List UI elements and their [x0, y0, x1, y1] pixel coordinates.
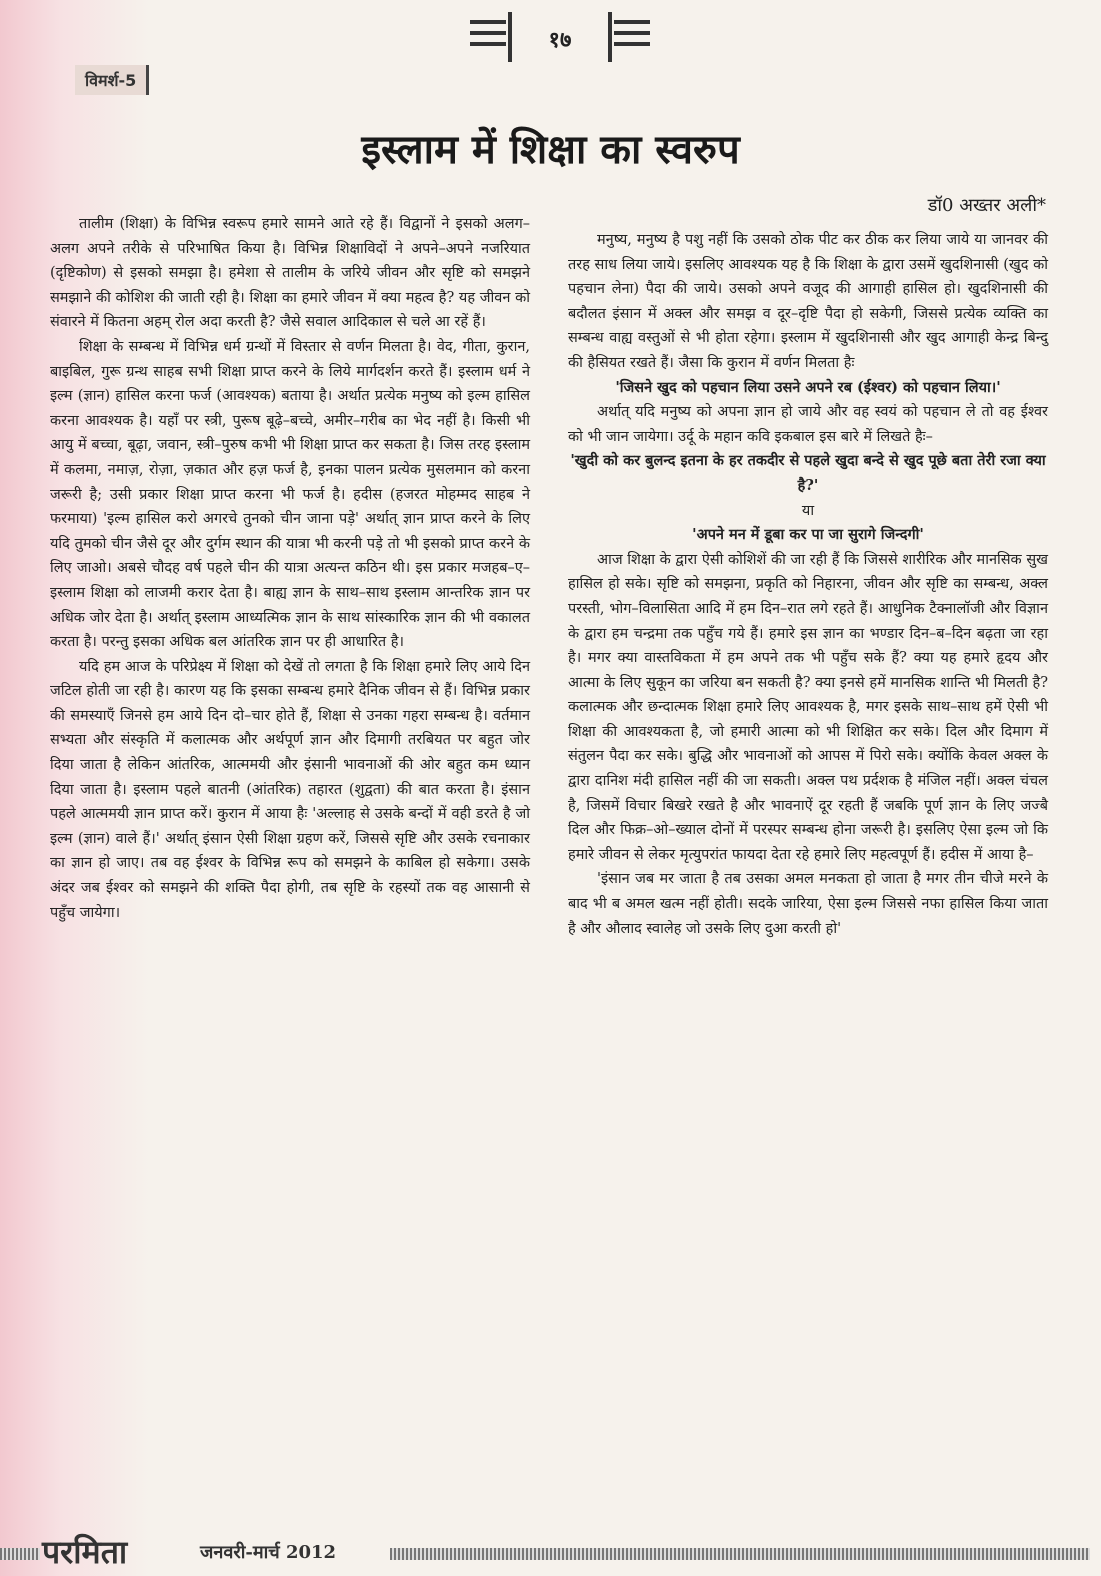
ornament-bars-right — [614, 20, 650, 54]
ornament-bars-left — [470, 20, 506, 54]
page-number: १७ — [548, 28, 572, 53]
footer-stripe-right — [390, 1548, 1090, 1560]
paragraph: अर्थात् यदि मनुष्य को अपना ज्ञान हो जाये और वह स्वयं को पहचान ले तो वह ईश्वर को भी जान जायेगा। उर्दू के महान कवि इकबाल इस बारे में लिखते हैः– — [568, 404, 1048, 445]
left-column — [50, 212, 530, 925]
ornament-line-right — [608, 12, 612, 62]
paragraph: मनुष्य, मनुष्य है पशु नहीं कि उसको ठोक पीट कर ठीक कर लिया जाये या जानवर की तरह साध लिया जाये। इसलिए आवश्यक यह है कि शिक्षा के द्वारा उसमें खुदशिनासी (खुद को पहचान लेना) पैदा की जाये। उसको अपने वजूद की आगाही हासिल हो। खुदशिनासी की बदौलत इंसान में अक्ल और समझ व दूर–दृष्टि पैदा हो सकेगी, जिससे प्रत्येक व्यक्ति का सम्बन्ध वाह्य वस्तुओं से भी होता रहेगा। इस्लाम में खुदशिनासी और खुद आगाही केन्द्र बिन्दु की हैसियत रखते हैं। जैसा कि कुरान में वर्णन मिलता हैः — [568, 232, 1048, 371]
paragraph: तालीम (शिक्षा) के विभिन्न स्वरूप हमारे सामने आते रहे हैं। विद्वानों ने इसको अलग–अलग अपने तरीके से परिभाषित किया है। विभिन्न शिक्षाविदों ने अपने–अपने नजरियात (दृष्टिकोण) से इसको समझा है। हमेशा से तालीम के जरिये जीवन और सृष्टि को समझने समझाने की कोशिश की जाती रही है। शिक्षा का हमारे जीवन में क्या महत्व है? यह जीवन को संवारने में कितना अहम् रोल अदा करती है? जैसे सवाल आदिकाल से चले आ रहें हैं। — [50, 216, 530, 331]
right-column — [568, 228, 1048, 941]
paragraph: आज शिक्षा के द्वारा ऐसी कोशिशें की जा रही हैं कि जिससे शारीरिक और मानसिक सुख हासिल हो सके। सृष्टि को समझना, प्रकृति को निहारना, जीवन और सृष्टि का सम्बन्ध, अक्ल परस्ती, भोग–विलासिता आदि में हम दिन–रात लगे रहते हैं। आधुनिक टैक्नालॉजी और विज्ञान के द्वारा हम चन्द्रमा तक पहुँच गये हैं। हमारे इस ज्ञान का भण्डार दिन–ब–दिन बढ़ता जा रहा है। मगर क्या वास्तविकता में हम अपने तक भी पहुँच सके हैं? क्या यह हमारे हृदय और आत्मा के लिए सुकून का जरिया बन सकती है? क्या इनसे हमें मानसिक शान्ति भी मिलती है? कलात्मक और छन्दात्मक शिक्षा हमारे लिए आवश्यक है, मगर इसके साथ–साथ हमें ऐसी भी शिक्षा की आवश्यकता है, जो हमारी आत्मा को भी शिक्षित कर सके। दिल और दिमाग में संतुलन पैदा कर सके। बुद्धि और भावनाओं को आपस में पिरो सके। क्योंकि केवल अक्ल के द्वारा दानिश मंदी हासिल नहीं की जा सकती। अक्ल पथ प्रर्दशक है मंजिल नहीं। अक्ल चंचल है, जिसमें विचार बिखरे रखते है और भावनाऐं दूर रहती हैं जबकि पूर्ण ज्ञान के लिए जज्बै दिल और फिक्र–ओ–ख्याल दोनों में परस्पर सम्बन्ध होना जरूरी है। इसलिए ऐसा इल्म जो कि हमारे जीवन से लेकर मृत्युपरांत फायदा देता रहे हमारे लिए महत्वपूर्ण हैं। हदीस में आया है– — [568, 551, 1048, 863]
ornament-line-left — [508, 12, 512, 62]
magazine-logo: परमिता — [42, 1533, 128, 1571]
conjunction-ya: या — [801, 502, 815, 519]
quote-iqbal-2: 'अपने मन में डूबा कर पा जा सुरागे जिन्दगी' — [692, 526, 924, 544]
quote-quran: 'जिसने खुद को पहचान लिया उसने अपने रब (ईश्वर) को पहचान लिया।' — [615, 378, 1001, 396]
page-number-ornament — [470, 12, 650, 62]
section-tag: विमर्श-5 — [75, 65, 149, 95]
paragraph: शिक्षा के सम्बन्ध में विभिन्न धर्म ग्रन्थों में विस्तार से वर्णन मिलता है। वेद, गीता, कुरान, बाइबिल, गुरू ग्रन्थ साहब सभी शिक्षा प्राप्त करने के लिये मार्गदर्शन करते हैं। इस्लाम धर्म ने इल्म (ज्ञान) हासिल करना फर्ज (आवश्यक) बताया है। अर्थात प्रत्येक मनुष्य को इल्म हासिल करना आवश्यक है। यहाँ पर स्त्री, पुरूष बूढ़े–बच्चे, अमीर–गरीब का भेद नहीं है। किसी भी आयु में बच्चा, बूढ़ा, जवान, स्त्री–पुरुष कभी भी शिक्षा प्राप्त कर सकता है। जिस तरह इस्लाम में कलमा, नमाज़, रोज़ा, ज़कात और हज़ फर्ज है, इनका पालन प्रत्येक मुसलमान को करना जरूरी है; उसी प्रकार शिक्षा प्राप्त करना भी फर्ज है। हदीस (हजरत मोहम्मद साहब ने फरमाया) 'इल्म हासिल करो अगरचे तुनको चीन जाना पड़े' अर्थात् ज्ञान प्राप्त करने के लिए यदि तुमको चीन जैसे दूर और दुर्गम स्थान की यात्रा भी करनी पड़े तो भी इसको प्राप्त करने के लिए जाओ। अबसे चौदह वर्ष पहले चीन की यात्रा अत्यन्त कठिन थी। इस प्रकार मजहब–ए–इस्लाम शिक्षा को लाजमी करार देता है। बाह्य ज्ञान के साथ–साथ इस्लाम आन्तरिक ज्ञान पर अधिक जोर देता है। अर्थात् इस्लाम आध्यत्मिक ज्ञान के साथ सांस्कारिक ज्ञान की भी वकालत करता है। परन्तु इसका अधिक बल आंतरिक ज्ञान पर ही आधारित है। — [50, 338, 530, 651]
issue-date: जनवरी-मार्च 2012 — [200, 1542, 337, 1563]
quote-iqbal: 'खुदी को कर बुलन्द इतना के हर तकदीर से पहले खुदा बन्दे से खुद पूछे बता तेरी रजा क्या है?' — [570, 452, 1046, 494]
paragraph: यदि हम आज के परिप्रेक्ष्य में शिक्षा को देखें तो लगता है कि शिक्षा हमारे लिए आये दिन जटिल होती जा रही है। कारण यह कि इसका सम्बन्ध हमारे दैनिक जीवन से हैं। विभिन्न प्रकार की समस्याएँ जिनसे हम आये दिन दो–चार होते हैं, शिक्षा से उनका गहरा सम्बन्ध है। वर्तमान सभ्यता और संस्कृति में कलात्मक और अर्थपूर्ण ज्ञान और दिमागी तरबियत पर बहुत जोर दिया जाता है लेकिन आंतरिक, आत्ममयी और इंसानी भावनाओं की ओर बहुत कम ध्यान दिया जाता है। इस्लाम पहले बातनी (आंतरिक) तहारत (शुद्वता) की बात करता है। इंसान पहले आत्ममयी ज्ञान प्राप्त करें। कुरान में आया हैः 'अल्लाह से उसके बन्दों में वही डरते है जो इल्म (ज्ञान) वाले हैं।' अर्थात् इंसान ऐसी शिक्षा ग्रहण करें, जिससे सृष्टि और उसके रचनाकार का ज्ञान हो जाए। तब वह ईश्वर के विभिन्न रूप को समझने के काबिल हो सकेगा। उसके अंदर जब ईश्वर को समझने की शक्ति पैदा होगी, तब सृष्टि के रहस्यों तक वह आसानी से पहुँच जायेगा। — [50, 658, 530, 921]
quote-hadith: 'इंसान जब मर जाता है तब उसका अमल मनकता हो जाता है मगर तीन चीजे मरने के बाद भी ब अमल खत्म नहीं होती। सदके जारिया, ऐसा इल्म जिससे नफा हासिल किया जाता है और औलाद स्वालेह जो उसके लिए दुआ करती हो' — [568, 871, 1048, 937]
article-title: इस्लाम में शिक्षा का स्वरुप — [361, 126, 740, 173]
footer-stripe-left — [0, 1548, 40, 1560]
page-footer — [0, 1526, 1101, 1576]
article-author: डॉ0 अख्तर अली* — [927, 195, 1046, 216]
